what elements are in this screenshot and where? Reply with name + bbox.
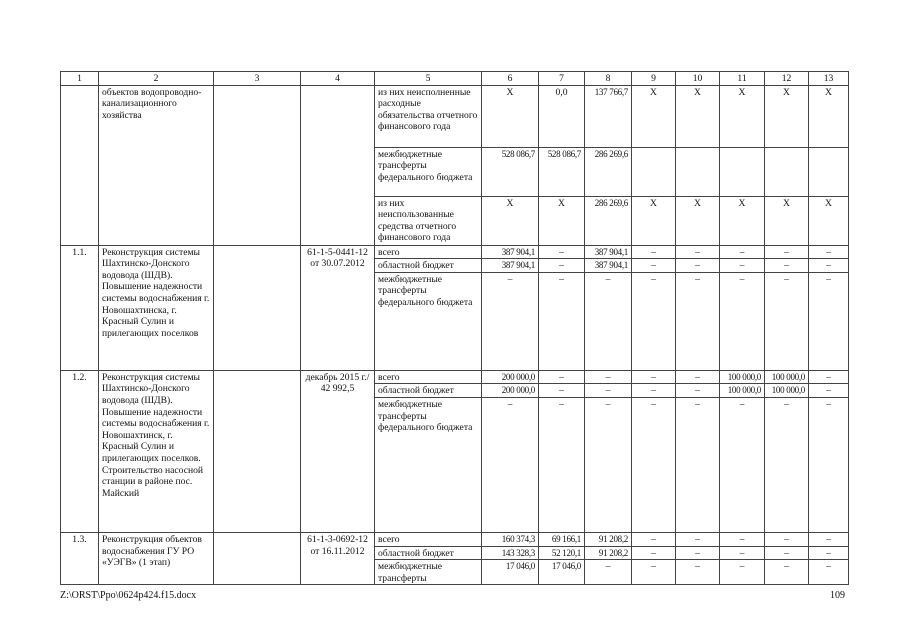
value-cell: – <box>539 397 585 532</box>
value-cell: – <box>809 384 849 398</box>
value-cell: – <box>676 532 720 546</box>
value-cell: – <box>720 259 765 273</box>
row-index-cell <box>61 85 99 245</box>
header-cell: 10 <box>676 72 720 86</box>
value-cell: 387 904,1 <box>585 259 632 273</box>
value-cell: – <box>765 546 809 560</box>
value-cell: – <box>809 259 849 273</box>
value-cell: – <box>585 397 632 532</box>
value-cell: – <box>765 259 809 273</box>
header-cell: 8 <box>585 72 632 86</box>
header-cell: 9 <box>632 72 676 86</box>
value-cell: – <box>632 560 676 585</box>
file-path-footer: Z:\ORST\Ppo\0624p424.f15.docx <box>60 590 197 601</box>
value-cell <box>765 147 809 196</box>
value-cell: 528 086,7 <box>539 147 585 196</box>
value-cell: – <box>720 532 765 546</box>
source-cell: межбюджетные трансферты федерального бюджета <box>375 147 482 196</box>
value-cell: 200 000,0 <box>482 384 539 398</box>
source-cell: из них неиспользованные средства отчетного финансового года <box>375 196 482 245</box>
value-cell: 100 000,0 <box>720 370 765 384</box>
value-cell <box>632 147 676 196</box>
value-cell: Х <box>720 196 765 245</box>
row-index-cell: 1.2. <box>61 370 99 532</box>
value-cell: Х <box>632 85 676 147</box>
header-cell: 13 <box>809 72 849 86</box>
value-cell: – <box>809 370 849 384</box>
value-cell: – <box>765 245 809 259</box>
value-cell: Х <box>632 196 676 245</box>
value-cell: – <box>676 259 720 273</box>
value-cell: 91 208,2 <box>585 532 632 546</box>
header-cell: 6 <box>482 72 539 86</box>
header-cell: 4 <box>301 72 375 86</box>
table-row <box>61 370 849 384</box>
value-cell: – <box>676 397 720 532</box>
value-cell: – <box>539 245 585 259</box>
source-cell: всего <box>375 245 482 259</box>
source-cell: межбюджетные трансферты федерального бюджета <box>375 397 482 532</box>
value-cell: 69 166,1 <box>539 532 585 546</box>
value-cell: – <box>585 272 632 370</box>
table-row <box>61 245 849 259</box>
value-cell: – <box>539 272 585 370</box>
object-name-cell: Реконструкция объектов водоснабжения ГУ РО «УЭГВ» (1 этап) <box>99 532 214 584</box>
source-cell: областной бюджет <box>375 546 482 560</box>
reference-cell: 61-1-5-0441-12 от 30.07.2012 <box>301 245 375 370</box>
source-cell: всего <box>375 532 482 546</box>
value-cell: – <box>809 546 849 560</box>
value-cell: Х <box>809 196 849 245</box>
value-cell: – <box>585 560 632 585</box>
value-cell <box>676 147 720 196</box>
value-cell: 528 086,7 <box>482 147 539 196</box>
source-cell: межбюджетные трансферты федерального бюджета <box>375 272 482 370</box>
value-cell: – <box>720 546 765 560</box>
value-cell: 387 904,1 <box>482 259 539 273</box>
value-cell: 52 120,1 <box>539 546 585 560</box>
value-cell: 286 269,6 <box>585 196 632 245</box>
value-cell: – <box>809 397 849 532</box>
empty-cell <box>214 532 301 584</box>
table-row <box>61 85 849 147</box>
value-cell: 100 000,0 <box>765 370 809 384</box>
value-cell: – <box>632 546 676 560</box>
value-cell: – <box>765 272 809 370</box>
value-cell: Х <box>809 85 849 147</box>
value-cell: 91 208,2 <box>585 546 632 560</box>
value-cell: – <box>539 370 585 384</box>
value-cell: – <box>765 560 809 585</box>
source-cell: из них неисполненные расходные обязательства отчетного финансового года <box>375 85 482 147</box>
object-name-cell: Реконструкция системы Шахтинско-Донского водовода (ШДВ). Повышение надежности системы водоснабжения г. Новошахтинска, г. Красный Сулин и прилегающих поселков <box>99 245 214 370</box>
header-cell: 3 <box>214 72 301 86</box>
value-cell: 100 000,0 <box>720 384 765 398</box>
source-cell: всего <box>375 370 482 384</box>
value-cell: – <box>482 272 539 370</box>
value-cell: – <box>809 560 849 585</box>
reference-cell <box>301 85 375 245</box>
value-cell: – <box>482 397 539 532</box>
value-cell: – <box>676 546 720 560</box>
value-cell: – <box>720 272 765 370</box>
header-cell: 1 <box>61 72 99 86</box>
value-cell: – <box>720 560 765 585</box>
value-cell: 0,0 <box>539 85 585 147</box>
empty-cell <box>214 85 301 245</box>
value-cell: – <box>809 532 849 546</box>
value-cell: Х <box>482 85 539 147</box>
value-cell <box>720 147 765 196</box>
header-cell: 11 <box>720 72 765 86</box>
value-cell: – <box>765 532 809 546</box>
page-number: 109 <box>830 590 845 601</box>
value-cell: – <box>585 384 632 398</box>
value-cell: 387 904,1 <box>585 245 632 259</box>
source-cell: областной бюджет <box>375 384 482 398</box>
value-cell: 100 000,0 <box>765 384 809 398</box>
value-cell: 17 046,0 <box>539 560 585 585</box>
value-cell: – <box>809 245 849 259</box>
header-cell: 2 <box>99 72 214 86</box>
header-cell: 5 <box>375 72 482 86</box>
value-cell: 160 374,3 <box>482 532 539 546</box>
value-cell: – <box>720 397 765 532</box>
value-cell: – <box>765 397 809 532</box>
value-cell: – <box>632 245 676 259</box>
source-cell: областной бюджет <box>375 259 482 273</box>
value-cell: 286 269,6 <box>585 147 632 196</box>
object-name-cell: Реконструкция системы Шахтинско-Донского водовода (ШДВ). Повышение надежности системы водоснабжения г. Новошахтинск, г. Красный Сулин и прилегающих поселков. Строительство насосной станции в районе пос. Майский <box>99 370 214 532</box>
object-name-cell: объектов водопроводно-канализационного хозяйства <box>99 85 214 245</box>
value-cell: – <box>632 259 676 273</box>
value-cell: – <box>632 370 676 384</box>
empty-cell <box>214 370 301 532</box>
value-cell: – <box>632 384 676 398</box>
header-cell: 12 <box>765 72 809 86</box>
reference-cell: 61-1-3-0692-12 от 16.11.2012 <box>301 532 375 584</box>
value-cell: – <box>676 245 720 259</box>
value-cell: – <box>585 370 632 384</box>
row-index-cell: 1.3. <box>61 532 99 584</box>
value-cell: Х <box>720 85 765 147</box>
value-cell: Х <box>765 196 809 245</box>
value-cell: – <box>676 384 720 398</box>
value-cell: Х <box>482 196 539 245</box>
value-cell: – <box>676 560 720 585</box>
reference-cell: декабрь 2015 г./ 42 992,5 <box>301 370 375 532</box>
table-row <box>61 532 849 546</box>
value-cell: 143 328,3 <box>482 546 539 560</box>
value-cell: Х <box>539 196 585 245</box>
value-cell: – <box>539 259 585 273</box>
value-cell: Х <box>676 85 720 147</box>
value-cell: – <box>632 272 676 370</box>
value-cell: – <box>720 245 765 259</box>
value-cell: – <box>676 370 720 384</box>
value-cell: – <box>809 272 849 370</box>
value-cell: 17 046,0 <box>482 560 539 585</box>
table-header-row <box>61 72 849 86</box>
budget-table <box>60 71 849 585</box>
row-index-cell: 1.1. <box>61 245 99 370</box>
value-cell: 200 000,0 <box>482 370 539 384</box>
value-cell: – <box>632 397 676 532</box>
value-cell: – <box>676 272 720 370</box>
value-cell: Х <box>765 85 809 147</box>
value-cell: 387 904,1 <box>482 245 539 259</box>
empty-cell <box>214 245 301 370</box>
value-cell: – <box>539 384 585 398</box>
value-cell <box>809 147 849 196</box>
value-cell: Х <box>676 196 720 245</box>
value-cell: 137 766,7 <box>585 85 632 147</box>
source-cell: межбюджетные трансферты <box>375 560 482 585</box>
value-cell: – <box>632 532 676 546</box>
header-cell: 7 <box>539 72 585 86</box>
